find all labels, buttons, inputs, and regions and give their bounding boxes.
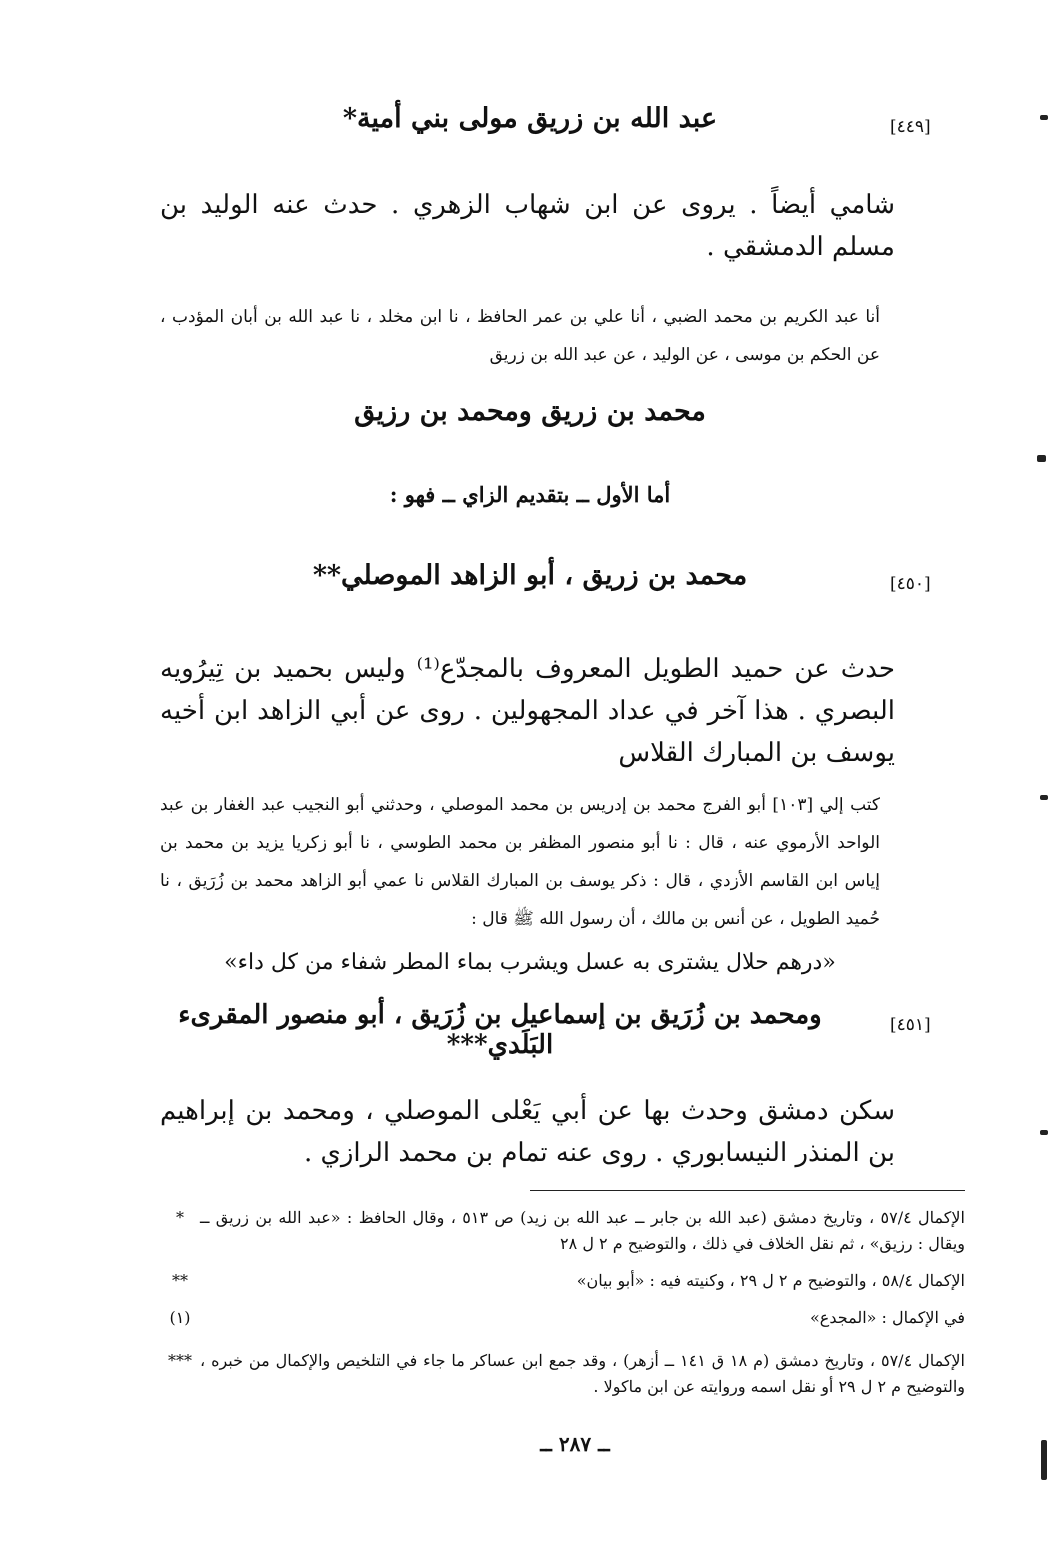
footnote-text: الإكمال ٥٧/٤ ، وتاريخ دمشق (عبد الله بن جابر ــ عبد الله بن زيد) ص ٥١٣ ، وقال الحافظ : «عبد الله بن زريق ــ ويقال : رزيق» ، ثم نقل الخلاف في ذلك ، والتوضيح م ٢ ل ٢٨ bbox=[200, 1208, 965, 1253]
entry-title: ومحمد بن زُرَيق بن إسماعيل بن زُرَيق ، أبو منصور المقرىء البَلَدي*** bbox=[178, 1000, 822, 1060]
footnote-text: الإكمال ٥٨/٤ ، والتوضيح م ٢ ل ٢٩ ، وكنيته فيه : «أبو بيان» bbox=[576, 1271, 965, 1290]
entry-body: شامي أيضاً . يروى عن ابن شهاب الزهري . حدث عنه الوليد بن مسلم الدمشقي . bbox=[160, 190, 895, 262]
footnote-mark: *** bbox=[168, 1351, 192, 1370]
isnad-text: أنا عبد الكريم بن محمد الضبي ، أنا علي بن عمر الحافظ ، نا ابن مخلد ، نا عبد الله بن أبان المؤدب ، عن الحكم بن موسى ، عن الوليد ، عن عبد الله بن زريق bbox=[160, 307, 880, 365]
scan-edge-mark bbox=[1040, 115, 1048, 120]
entry-number: [٤٥١] bbox=[890, 1015, 931, 1035]
footnote bbox=[160, 1348, 965, 1400]
entry-body: سكن دمشق وحدث بها عن أبي يَعْلى الموصلي ، ومحمد بن إبراهيم بن المنذر النيسابوري . روى عنه تمام بن محمد الرازي . bbox=[160, 1096, 895, 1168]
scan-edge-mark bbox=[1040, 1130, 1048, 1135]
page-number: ــ ٢٨٧ ــ bbox=[540, 1432, 610, 1456]
section-subtitle: أما الأول ــ بتقديم الزاي ــ فهو : bbox=[389, 482, 671, 507]
entry-title: عبد الله بن زريق مولى بني أمية* bbox=[342, 103, 718, 134]
entry-title: محمد بن زريق ، أبو الزاهد الموصلي** bbox=[312, 560, 748, 591]
section-title: محمد بن زريق ومحمد بن رزيق bbox=[354, 396, 706, 427]
footnote bbox=[160, 1205, 965, 1257]
footnote-mark: ** bbox=[172, 1271, 188, 1290]
footnote bbox=[160, 1268, 965, 1294]
isnad-text: كتب إلي [١٠٣] أبو الفرج محمد بن إدريس بن محمد الموصلي ، وحدثني أبو النجيب عبد الغفار بن عبد الواحد الأرموي عنه ، قال : نا أبو منصور المظفر بن محمد الطوسي ، نا أبو زكريا يزيد بن محمد بن إياس ابن القاسم الأزدي ، قال : ذكر يوسف بن المبارك القلاس نا عمي أبو الزاهد محمد بن زُرَيق ، نا حُميد الطويل ، عن أنس بن مالك ، أن رسول الله ﷺ قال : bbox=[160, 795, 880, 929]
footnote-mark: * bbox=[176, 1208, 184, 1227]
footnote-mark: (١) bbox=[169, 1308, 191, 1327]
entry-body: حدث عن حميد الطويل المعروف بالمجدّع⁽¹⁾ وليس بحميد بن تِيرُويه البصري . هذا آخر في عداد المجهولين . روى عن أبي الزاهد ابن أخيه يوسف بن المبارك القلاس bbox=[160, 654, 895, 768]
scan-edge-mark bbox=[1040, 795, 1048, 800]
scan-edge-mark bbox=[1041, 1440, 1047, 1480]
footnote-text: الإكمال ٥٧/٤ ، وتاريخ دمشق (م ١٨ ق ١٤١ ــ أزهر) ، وقد جمع ابن عساكر ما جاء في التلخيص والإكمال من خبره ، والتوضيح م ٢ ل ٢٩ أو نقل اسمه وروايته عن ابن ماكولا . bbox=[200, 1351, 966, 1396]
hadith-text: «درهم حلال يشترى به عسل ويشرب بماء المطر شفاء من كل داء» bbox=[224, 950, 836, 975]
footnote bbox=[160, 1305, 965, 1331]
footnote-text: في الإكمال : «المجدع» bbox=[810, 1308, 965, 1327]
footnote-divider bbox=[530, 1190, 965, 1191]
entry-number: [٤٥٠] bbox=[890, 574, 931, 594]
scan-edge-mark bbox=[1037, 455, 1046, 462]
entry-number: [٤٤٩] bbox=[890, 117, 931, 137]
